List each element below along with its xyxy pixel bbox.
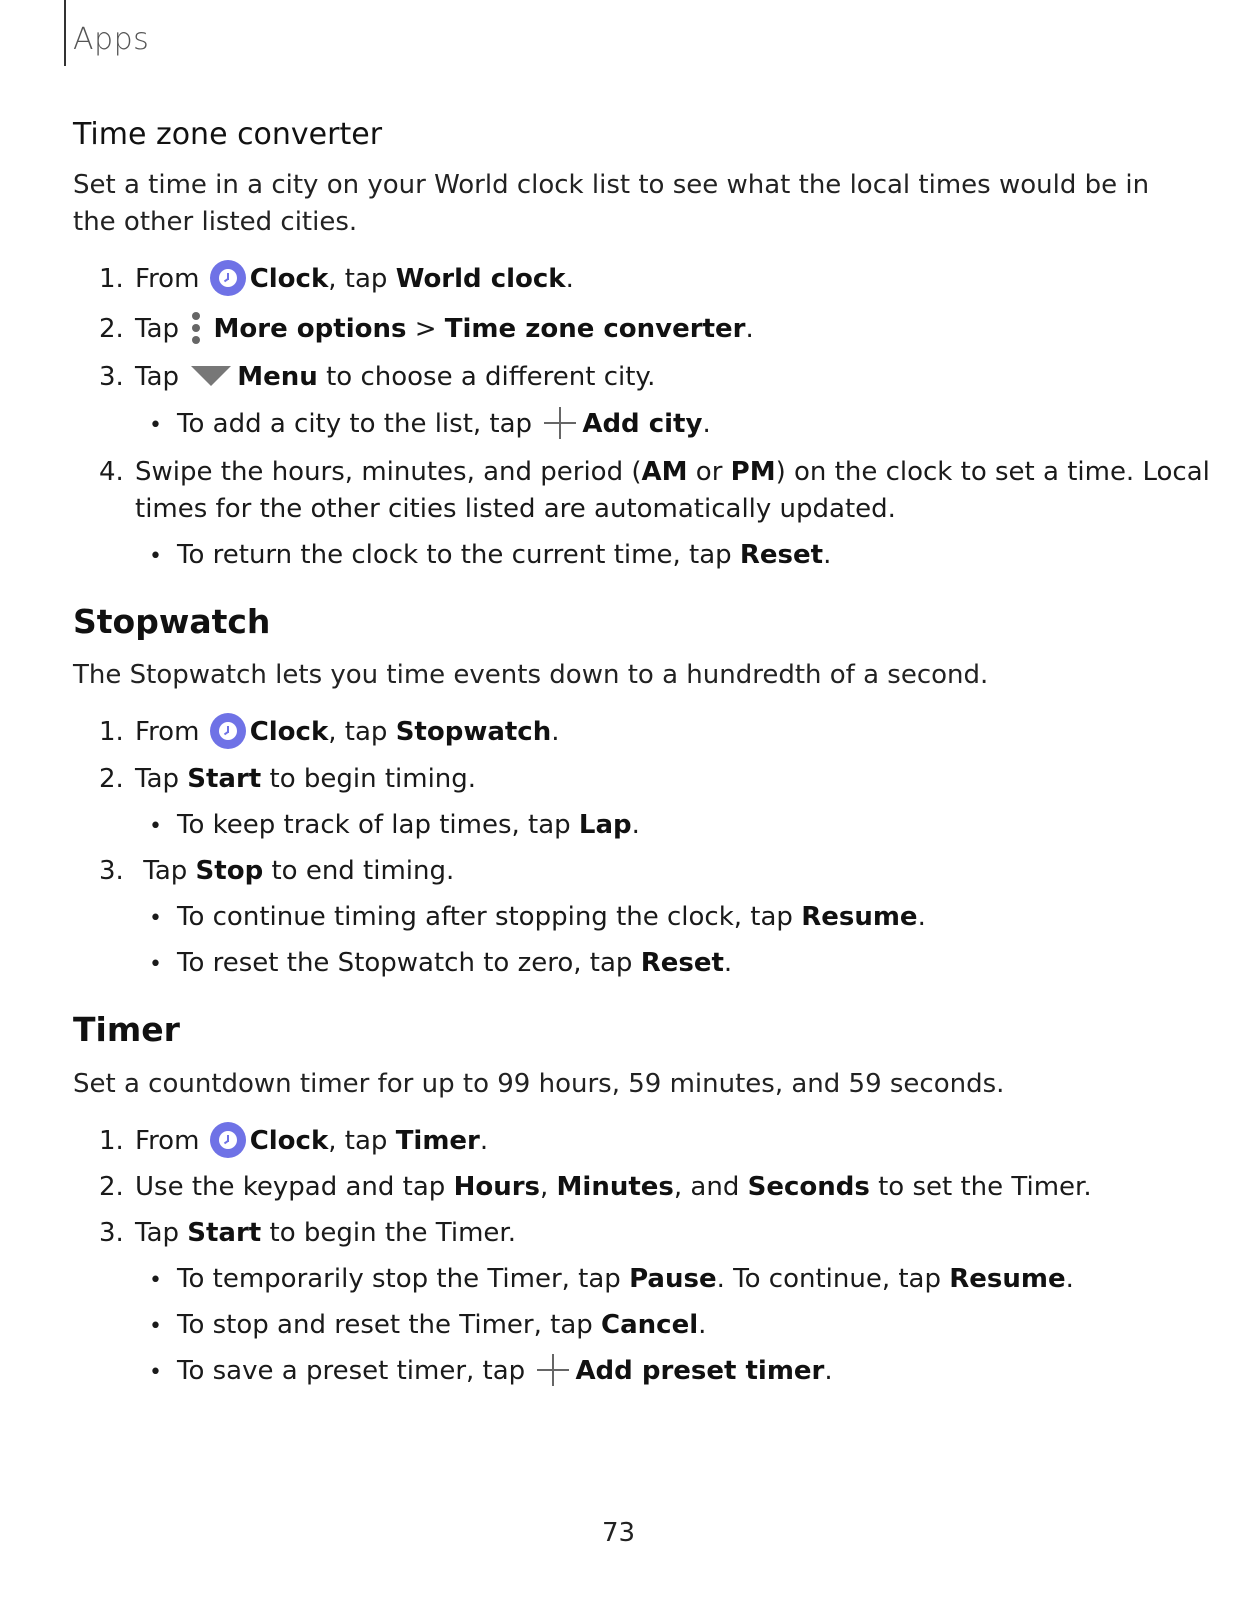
bullet-item: • To save a preset timer, tap Add preset timer. (149, 1352, 833, 1392)
header-rule (64, 0, 66, 66)
list-item: 3. Tap Start to begin the Timer. (99, 1218, 516, 1248)
clock-app-icon (210, 260, 246, 296)
add-icon (535, 1352, 571, 1388)
bullet-item: • To keep track of lap times, tap Lap. (149, 810, 640, 840)
clock-app-icon (210, 713, 246, 749)
page-number: 73 (601, 1518, 636, 1548)
bullet-item: • To add a city to the list, tap Add city. (149, 405, 711, 445)
section-title-time-zone-converter: Time zone converter (73, 117, 383, 152)
list-item: 3. Tap Stop to end timing. (99, 856, 455, 886)
bullet-item: • To stop and reset the Timer, tap Cancel. (149, 1310, 707, 1340)
list-item: 1. From Clock, tap World clock. (99, 260, 574, 298)
paragraph: The Stopwatch lets you time events down to a hundredth of a second. (73, 660, 989, 690)
bullet-item: • To temporarily stop the Timer, tap Pause. To continue, tap Resume. (149, 1264, 1074, 1294)
clock-app-icon (210, 1122, 246, 1158)
add-icon (542, 405, 578, 441)
section-title-stopwatch: Stopwatch (73, 602, 271, 641)
list-item: 3. Tap Menu to choose a different city. (99, 362, 656, 392)
list-item: 4. Swipe the hours, minutes, and period (AM or PM) on the clock to set a time. Local (99, 457, 1210, 487)
section-title-timer: Timer (73, 1010, 180, 1049)
list-item: 2. Tap Start to begin timing. (99, 764, 477, 794)
list-item: 2. Use the keypad and tap Hours, Minutes, and Seconds to set the Timer. (99, 1172, 1092, 1202)
list-item: 1. From Clock, tap Stopwatch. (99, 713, 560, 751)
list-item: 2. Tap More options > Time zone converter. (99, 310, 754, 348)
paragraph: the other listed cities. (73, 207, 358, 237)
bullet-item: • To reset the Stopwatch to zero, tap Reset. (149, 948, 733, 978)
more-options-icon (189, 311, 201, 345)
list-item-continuation: times for the other cities listed are automatically updated. (135, 494, 896, 524)
paragraph: Set a time in a city on your World clock list to see what the local times would be in (73, 170, 1150, 200)
menu-dropdown-icon (191, 366, 231, 386)
bullet-item: • To return the clock to the current time, tap Reset. (149, 540, 832, 570)
bullet-item: • To continue timing after stopping the clock, tap Resume. (149, 902, 926, 932)
chapter-title: Apps (73, 22, 150, 57)
list-item: 1. From Clock, tap Timer. (99, 1122, 488, 1160)
paragraph: Set a countdown timer for up to 99 hours, 59 minutes, and 59 seconds. (73, 1069, 1005, 1099)
